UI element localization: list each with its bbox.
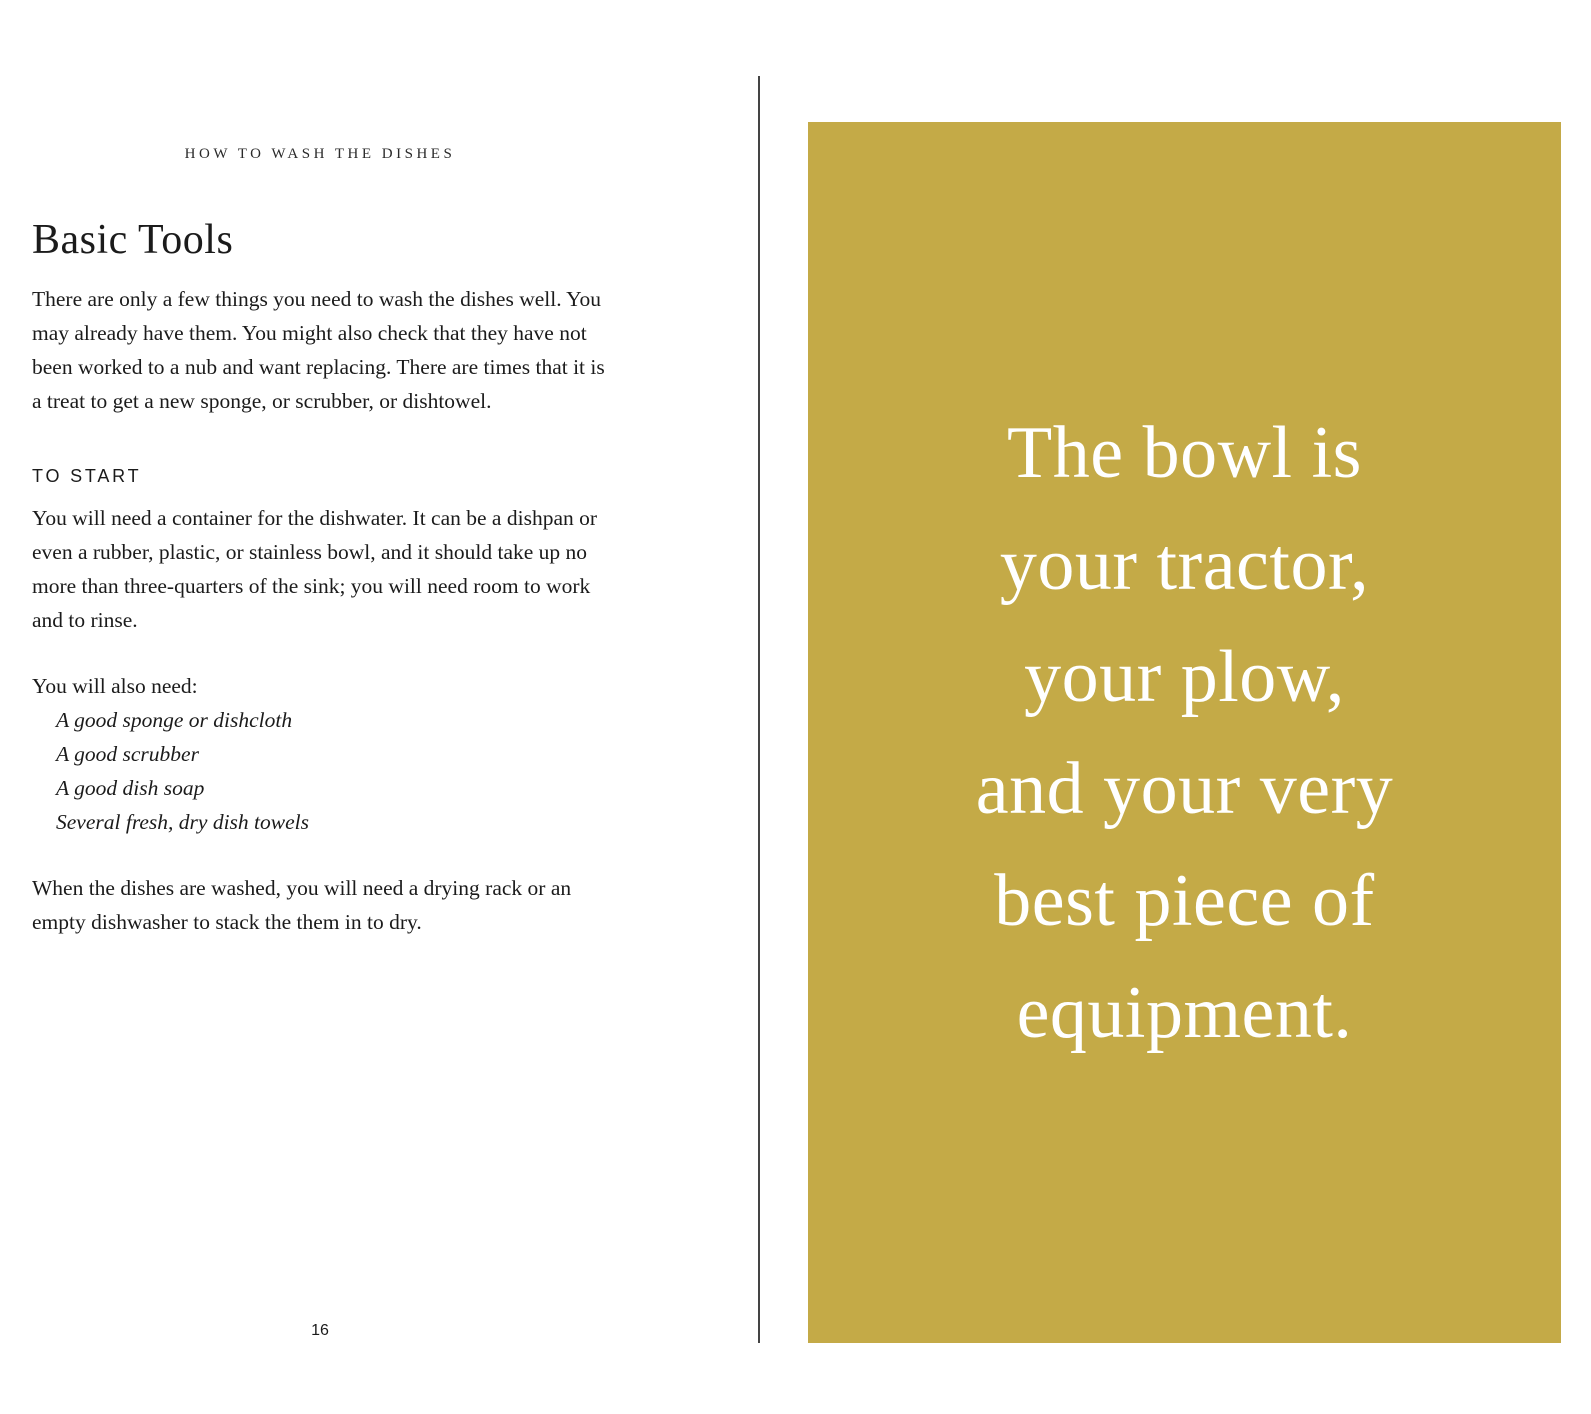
quote-line: your plow,	[1024, 635, 1345, 718]
quote-panel	[808, 122, 1561, 1343]
quote-line: The bowl is	[1007, 411, 1362, 494]
running-head: HOW TO WASH THE DISHES	[184, 146, 456, 162]
quote-line: equipment.	[1016, 971, 1353, 1054]
left-page	[0, 0, 758, 1414]
list-item: A good scrubber	[56, 742, 199, 766]
page-gutter-divider	[758, 76, 760, 1343]
quote-line: and your very	[975, 747, 1394, 830]
closing-paragraph: When the dishes are washed, you will need a drying rack or an empty dishwasher to stack the them in to dry.	[32, 876, 572, 934]
start-paragraph: You will need a container for the dishwater. It can be a dishpan or even a rubber, plastic, or stainless bowl, and it should take up no more than three-quarters of the sink; you will need room to work and to rinse.	[32, 506, 598, 632]
pull-quote	[808, 397, 1561, 1069]
subheading-to-start: TO START	[32, 466, 142, 486]
list-item: A good sponge or dishcloth	[56, 708, 293, 732]
tool-list	[32, 703, 607, 839]
page-content	[32, 214, 607, 939]
list-item: A good dish soap	[56, 776, 205, 800]
quote-line: best piece of	[994, 859, 1375, 942]
intro-paragraph: There are only a few things you need to wash the dishes well. You may already have them. You might also check that they have not been worked to a nub and want replacing. There are times that it is a treat to get a new sponge, or scrubber, or dishtowel.	[32, 287, 605, 413]
section-title: Basic Tools	[32, 217, 234, 263]
page-number: 16	[311, 1322, 329, 1339]
list-intro: You will also need:	[32, 674, 198, 698]
quote-line: your tractor,	[999, 523, 1370, 606]
list-item: Several fresh, dry dish towels	[56, 810, 309, 834]
